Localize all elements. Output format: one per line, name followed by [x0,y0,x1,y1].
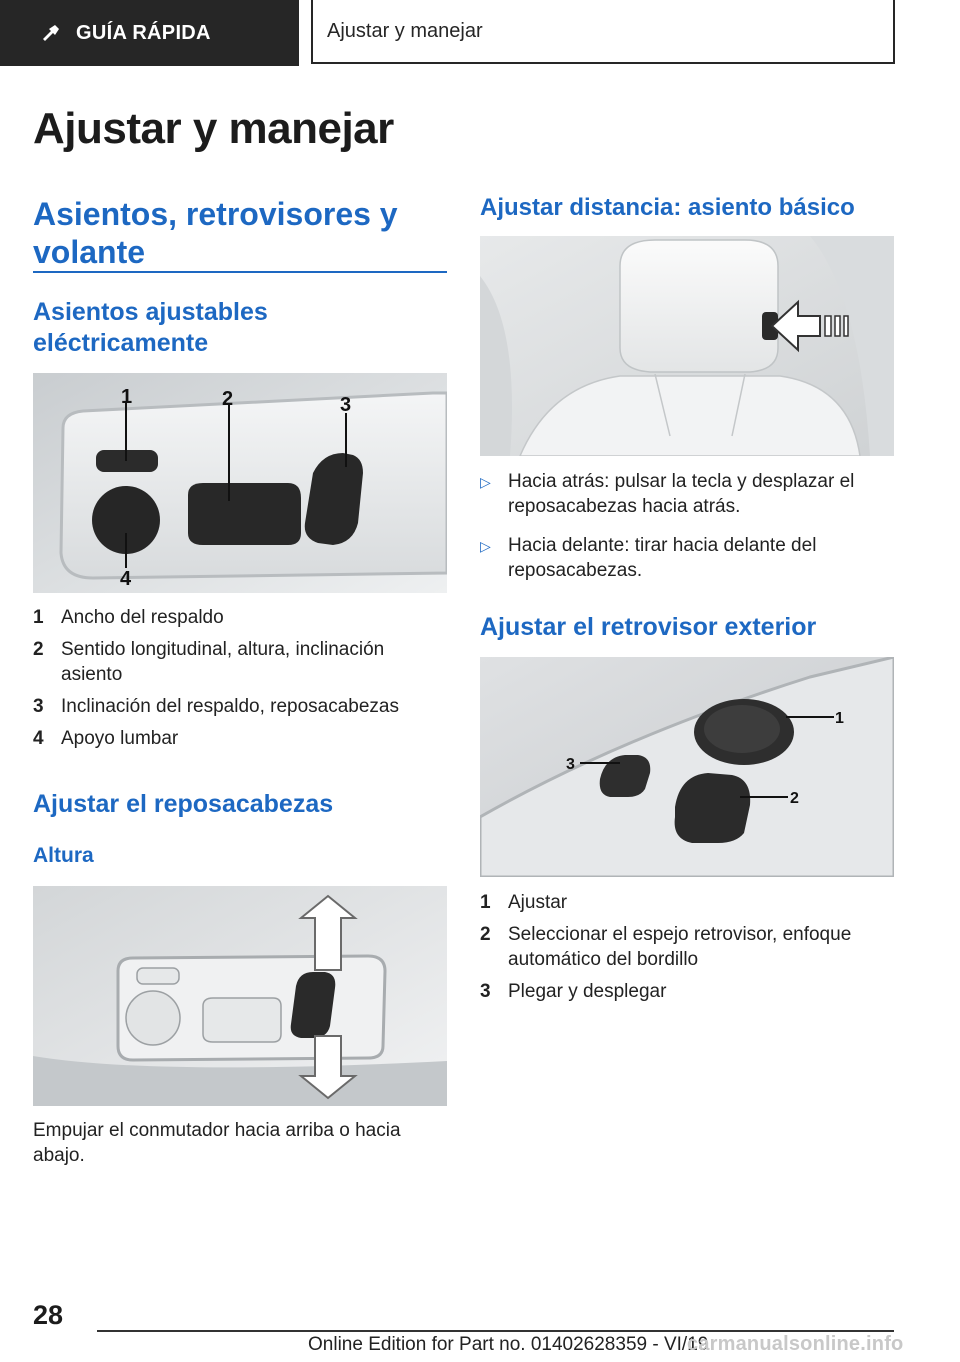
height-instructions: Empujar el conmutador hacia arriba o hacia abajo. [33,1120,401,1166]
mirror-controls-image [480,657,894,877]
distance-heading: Ajustar distancia: asiento básico [480,194,855,221]
seat-callout-1: 1 [121,386,133,408]
page-number: 28 [33,1300,64,1330]
step-triangle-icon: ▷ [480,474,491,490]
seat-controls-list [33,605,433,758]
headrest-switch-image [33,886,447,1106]
list-item: 1 Ancho del respaldo [33,607,224,628]
list-item: 4 Apoyo lumbar [33,728,179,749]
list-item: 1 Ajustar [480,892,568,913]
list-item: ▷ Hacia atrás: pulsar la tecla y desplazar el reposacabezas hacia atrás. [480,471,855,517]
headrest-distance-image [480,236,894,456]
list-item: ▷ Hacia delante: tirar hacia delante del reposacabezas. [480,535,817,581]
seat-controls-image [33,373,447,593]
seat-callout-3: 3 [340,394,352,416]
mirror-callout-1: 1 [835,710,844,727]
list-item: 2 Seleccionar el espejo retrovisor, enfoque automático del bordillo [480,924,852,970]
section-tab[interactable] [0,0,299,66]
chapter-tab[interactable] [311,0,895,64]
seat-callout-4: 4 [120,568,132,590]
headrest-heading: Ajustar el reposacabezas [33,790,334,818]
distance-steps [480,469,886,597]
list-item: 3 Plegar y desplegar [480,981,667,1002]
page-title: Ajustar y manejar [33,104,394,153]
watermark: carmanualsonline.info [687,1333,904,1355]
mirror-controls-list [480,890,886,1011]
mirror-callout-3: 3 [566,756,575,773]
footer-divider [97,1330,894,1332]
section-heading: Asientos, retrovisores y volante [33,196,398,270]
list-item: 2 Sentido longitudinal, altura, inclinación asiento [33,639,385,685]
mirror-heading: Ajustar el retrovisor exterior [480,613,817,641]
step-triangle-icon: ▷ [480,538,491,554]
list-item: 3 Inclinación del respaldo, reposacabezas [33,696,399,717]
height-subheading: Altura [33,844,94,867]
section-tab-label: GUÍA RÁPIDA [76,21,211,44]
seat-callout-2: 2 [222,388,234,410]
quick-guide-icon [40,22,62,44]
section-divider [33,271,447,273]
edition-text: Online Edition for Part no. 01402628359 - VI/19 [308,1334,709,1355]
mirror-callout-2: 2 [790,790,799,807]
chapter-tab-label: Ajustar y manejar [327,19,483,42]
seats-heading: Asientos ajustables eléctricamente [33,298,268,357]
